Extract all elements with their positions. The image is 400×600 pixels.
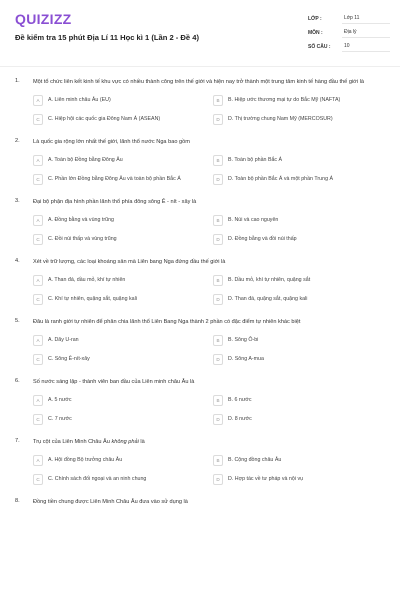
question-text: Là quốc gia rộng lớn nhất thế giới, lãnh thổ nước Nga bao gồm [33,139,190,145]
option-text: A. Đồng bằng và vùng trũng [48,216,114,223]
option-letter-box: C [33,294,43,305]
option-letter-box: C [33,354,43,365]
option-letter-box: D [213,174,223,185]
question-count-label: SỐ CÂU : [308,44,331,50]
option-b[interactable] [213,394,388,407]
class-label: LỚP : [308,16,322,22]
option-letter-box: B [213,215,223,226]
option-text: B. Dầu mỏ, khí tự nhiên, quặng sắt [228,276,311,283]
option-text: C. 7 nước [48,415,72,422]
option-text: C. Khí tự nhiên, quặng sắt, quặng kali [48,295,137,302]
option-a[interactable] [33,154,213,167]
option-a[interactable] [33,454,213,467]
class-field: Lớp 11 [342,13,390,24]
meta-subject-row [308,27,390,41]
option-a[interactable] [33,274,213,287]
option-d[interactable] [213,113,388,126]
option-letter-box: C [33,474,43,485]
question-text-end: là [138,439,145,445]
question-number: 6. [15,378,20,384]
question-text: Số nước sáng lập - thành viên ban đầu của Liên minh châu Âu là [33,379,195,385]
option-a[interactable] [33,334,213,347]
answer-options [33,154,388,186]
option-letter-box: D [213,474,223,485]
question-number: 8. [15,498,20,504]
option-text: A. Liên minh châu Âu (EU) [48,96,111,103]
question-4 [0,258,400,306]
option-letter-box: A [33,455,43,466]
option-d[interactable] [213,173,388,186]
option-letter-box: A [33,95,43,106]
option-letter-box: A [33,335,43,346]
option-b[interactable] [213,94,388,107]
option-text: D. 8 nước [228,415,252,422]
option-c[interactable] [33,473,213,486]
question-text: Đâu là ranh giới tự nhiên để phân chia lãnh thổ Liên Bang Nga thành 2 phần có đặc điểm tự nhiên khác biệt [33,319,301,325]
option-letter-box: B [213,275,223,286]
option-letter-box: D [213,354,223,365]
option-letter-box: C [33,414,43,425]
option-letter-box: B [213,335,223,346]
question-list [0,78,400,519]
option-a[interactable] [33,94,213,107]
option-d[interactable] [213,233,388,246]
option-text: B. 6 nước [228,396,252,403]
option-letter-box: C [33,174,43,185]
answer-options [33,214,388,246]
option-letter-box: B [213,455,223,466]
subject-label: MÔN : [308,30,323,36]
meta-panel [308,13,390,55]
header [0,0,400,62]
option-letter-box: B [213,395,223,406]
question-text: Đại bộ phận địa hình phần lãnh thổ phía đông sông Ê - nít - xây là [33,199,197,205]
option-c[interactable] [33,293,213,306]
question-number: 4. [15,258,20,264]
option-letter-box: A [33,275,43,286]
page-title: Đề kiểm tra 15 phút Địa Lí 11 Học kì 1 (Lần 2 - Đề 4) [15,33,199,42]
question-text-start: Trụ cột của Liên Minh Châu Âu [33,439,112,445]
option-letter-box: A [33,395,43,406]
question-text-emphasis: không phải [111,439,139,445]
option-text: A. 5 nước [48,396,72,403]
option-text: C. Sông Ê-nít-xây [48,355,90,362]
header-divider [0,66,400,67]
option-text: A. Than đá, dầu mỏ, khí tự nhiên [48,276,126,283]
option-text: B. Cộng đồng châu Âu [228,456,282,463]
answer-options [33,454,388,486]
answer-options [33,274,388,306]
option-d[interactable] [213,413,388,426]
question-1 [0,78,400,126]
option-text: C. Đồi núi thấp và vùng trũng [48,235,117,242]
question-text: Một tổ chức liên kết kinh tế khu vực có nhiều thành công trên thế giới và hiện nay trở thành một trung tâm kinh tế hàng đầu thế giới là [33,79,365,85]
option-text: D. Toàn bộ phần Bắc Á và một phần Trung Á [228,175,334,182]
option-text: A. Hội đồng Bộ trưởng châu Âu [48,456,123,463]
answer-options [33,394,388,426]
option-c[interactable] [33,353,213,366]
option-text: B. Toàn bộ phần Bắc Á [228,156,283,163]
option-letter-box: A [33,155,43,166]
option-letter-box: A [33,215,43,226]
option-b[interactable] [213,214,388,227]
meta-count-row [308,41,390,55]
option-b[interactable] [213,274,388,287]
option-text: B. Sông Ô-bi [228,336,259,343]
quizizz-logo: QUIZIZZ [15,11,72,27]
question-number: 7. [15,438,20,444]
option-text: A. Dãy U-ran [48,336,79,343]
option-text: D. Than đá, quặng sắt, quặng kali [228,295,308,302]
meta-class-row [308,13,390,27]
question-number: 2. [15,138,20,144]
question-count-field: 10 [342,41,390,52]
option-c[interactable] [33,413,213,426]
option-a[interactable] [33,214,213,227]
option-c[interactable] [33,173,213,186]
option-text: B. Hiệp ước thương mại tự do Bắc Mỹ (NAFTA) [228,96,341,103]
option-d[interactable] [213,353,388,366]
answer-options [33,334,388,366]
option-letter-box: B [213,155,223,166]
option-b[interactable] [213,154,388,167]
question-8 [0,498,400,507]
option-c[interactable] [33,113,213,126]
option-text: D. Sông A-mua [228,355,264,362]
option-d[interactable] [213,473,388,486]
option-text: D. Đồng bằng và đồi núi thấp [228,235,297,242]
option-text: D. Thị trường chung Nam Mỹ (MERCOSUR) [228,115,333,122]
option-text: C. Chính sách đối ngoại và an ninh chung [48,475,147,482]
question-7 [0,438,400,486]
question-number: 3. [15,198,20,204]
option-text: C. Phần lớn Đồng bằng Đông Âu và toàn bộ phần Bắc Á [48,175,181,182]
question-number: 5. [15,318,20,324]
subject-field: Địa lý [342,27,390,38]
question-3 [0,198,400,246]
option-a[interactable] [33,394,213,407]
option-letter-box: D [213,234,223,245]
option-text: B. Núi và cao nguyên [228,216,279,223]
option-b[interactable] [213,334,388,347]
question-6 [0,378,400,426]
option-text: D. Hợp tác về tư pháp và nội vụ [228,475,304,482]
option-b[interactable] [213,454,388,467]
question-text [33,438,378,447]
option-d[interactable] [213,293,388,306]
question-text: Xét về trữ lượng, các loại khoáng sản mà Liên bang Nga đứng đầu thế giới là [33,259,226,265]
question-number: 1. [15,78,20,84]
option-letter-box: D [213,114,223,125]
option-letter-box: D [213,294,223,305]
question-text: Đồng tiền chung được Liên Minh Châu Âu đưa vào sử dụng là [33,499,188,505]
option-text: A. Toàn bộ Đồng bằng Đông Âu [48,156,123,163]
option-letter-box: D [213,414,223,425]
question-5 [0,318,400,366]
option-letter-box: C [33,234,43,245]
question-2 [0,138,400,186]
answer-options [33,94,388,126]
option-text: C. Hiệp hội các quốc gia Đông Nam Á (ASEAN) [48,115,161,122]
option-c[interactable] [33,233,213,246]
option-letter-box: B [213,95,223,106]
option-letter-box: C [33,114,43,125]
